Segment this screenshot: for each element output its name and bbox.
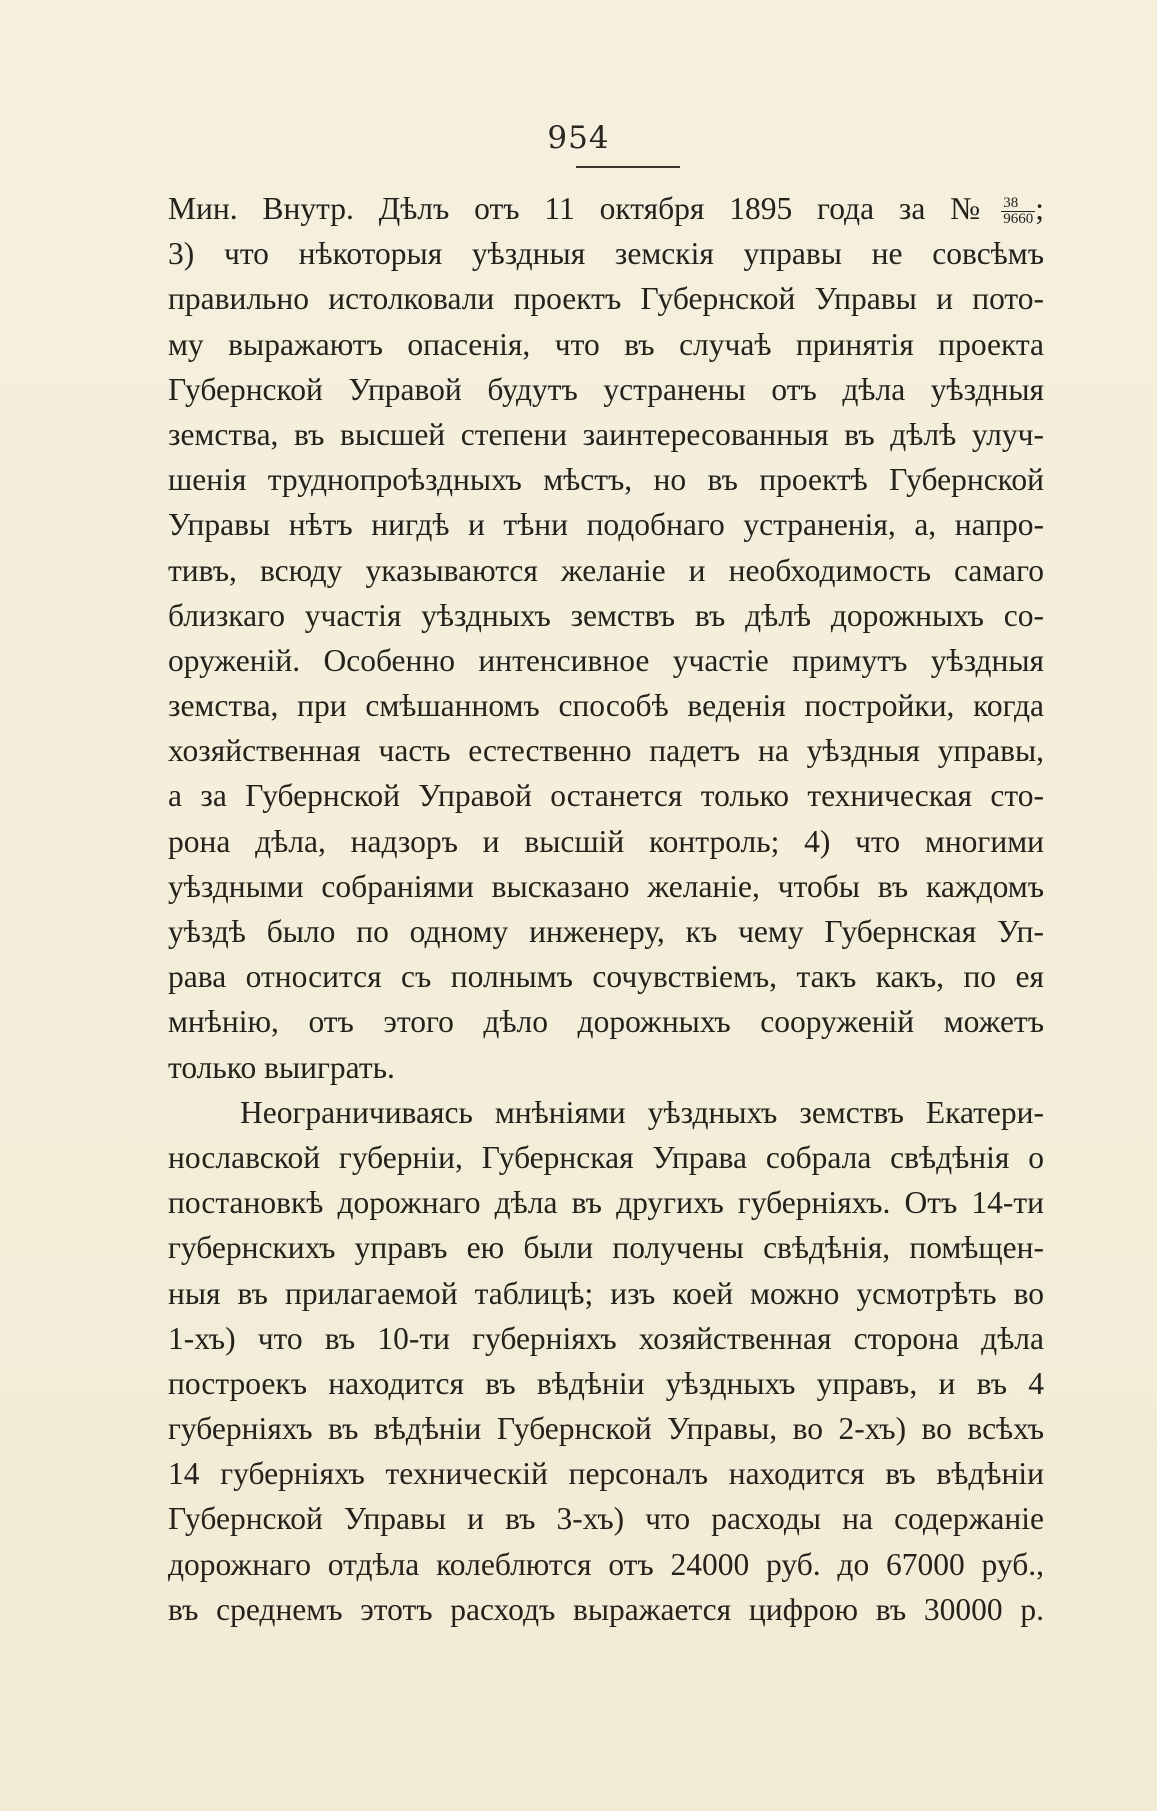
text-line: мнѣнію, отъ этого дѣло дорожныхъ сооруженій можетъ: [168, 1004, 1044, 1040]
text-line: уѣздными собраніями высказано желаніе, чтобы въ каждомъ: [168, 868, 1044, 904]
text-line: Управы нѣтъ нигдѣ и тѣни подобнаго устраненія, а, напро-: [168, 507, 1044, 543]
text-line: Губернской Управой будутъ устранены отъ дѣла уѣздныя: [168, 371, 1044, 407]
page-number: 954: [547, 120, 610, 156]
text-line: нославской губерніи, Губернская Управа собрала свѣдѣнія о: [168, 1139, 1044, 1175]
page-number-rule: [576, 166, 680, 168]
text-line: губерніяхъ въ вѣдѣніи Губернской Управы, во 2-хъ) во всѣхъ: [168, 1411, 1044, 1447]
text-line: земства, при смѣшанномъ способѣ веденія постройки, когда: [168, 688, 1044, 724]
text-line: дорожнаго отдѣла колеблются отъ 24000 руб. до 67000 руб.,: [168, 1546, 1044, 1582]
text-line: а за Губернской Управой останется только техническая сто-: [168, 778, 1044, 814]
text-line: правильно истолковали проектъ Губернской Управы и пото-: [168, 281, 1044, 317]
text-line: му выражаютъ опасенія, что въ случаѣ принятія проекта: [168, 326, 1044, 362]
text-line: ныя въ прилагаемой таблицѣ; изъ коей можно усмотрѣть во: [168, 1275, 1044, 1311]
paragraph-first-line: Неограничиваясь мнѣніями уѣздныхъ земствъ Екатери-: [240, 1094, 1044, 1130]
text-line: Мин. Внутр. Дѣлъ отъ 11 октября 1895 года за № $\frac{38}{9660}$ ;: [168, 191, 1044, 228]
text-line: близкаго участія уѣздныхъ земствъ въ дѣлѣ дорожныхъ со-: [168, 597, 1044, 633]
text-line: тивъ, всюду указываются желаніе и необходимость самаго: [168, 552, 1044, 588]
text-line: только выиграть.: [168, 1049, 395, 1085]
text-line: 14 губерніяхъ техническій персоналъ находится въ вѣдѣніи: [168, 1456, 1044, 1492]
text-line: хозяйственная часть естественно падетъ на уѣздныя управы,: [168, 733, 1044, 769]
text-line: рона дѣла, надзоръ и высшій контроль; 4) что многими: [168, 823, 1044, 859]
text-line: земства, въ высшей степени заинтересованныя въ дѣлѣ улуч-: [168, 416, 1044, 452]
text-line: шенія труднопроѣздныхъ мѣстъ, но въ проектѣ Губернской: [168, 462, 1044, 498]
text-line: въ среднемъ этотъ расходъ выражается цифрою въ 30000 р.: [168, 1591, 1044, 1627]
body-text: [168, 186, 1044, 1632]
text-line: Губернской Управы и въ 3-хъ) что расходы на содержаніе: [168, 1501, 1044, 1537]
text-line: построекъ находится въ вѣдѣніи уѣздныхъ управъ, и въ 4: [168, 1365, 1044, 1401]
text-line: уѣздѣ было по одному инженеру, къ чему Губернская Уп-: [168, 914, 1044, 949]
fraction: $\frac{38}{9660}$: [1003, 195, 1034, 228]
text-line: 3) что нѣкоторыя уѣздныя земскія управы не совсѣмъ: [168, 236, 1044, 272]
text-line: постановкѣ дорожнаго дѣла въ другихъ губерніяхъ. Отъ 14-ти: [168, 1185, 1044, 1221]
text-line: губернскихъ управъ ею были получены свѣдѣнія, помѣщен-: [168, 1230, 1044, 1266]
text-line: 1-хъ) что въ 10-ти губерніяхъ хозяйственная сторона дѣла: [168, 1320, 1044, 1356]
text-line: рава относится съ полнымъ сочувствіемъ, такъ какъ, по ея: [168, 959, 1044, 995]
text-line: оруженій. Особенно интенсивное участіе примутъ уѣздныя: [168, 642, 1044, 678]
